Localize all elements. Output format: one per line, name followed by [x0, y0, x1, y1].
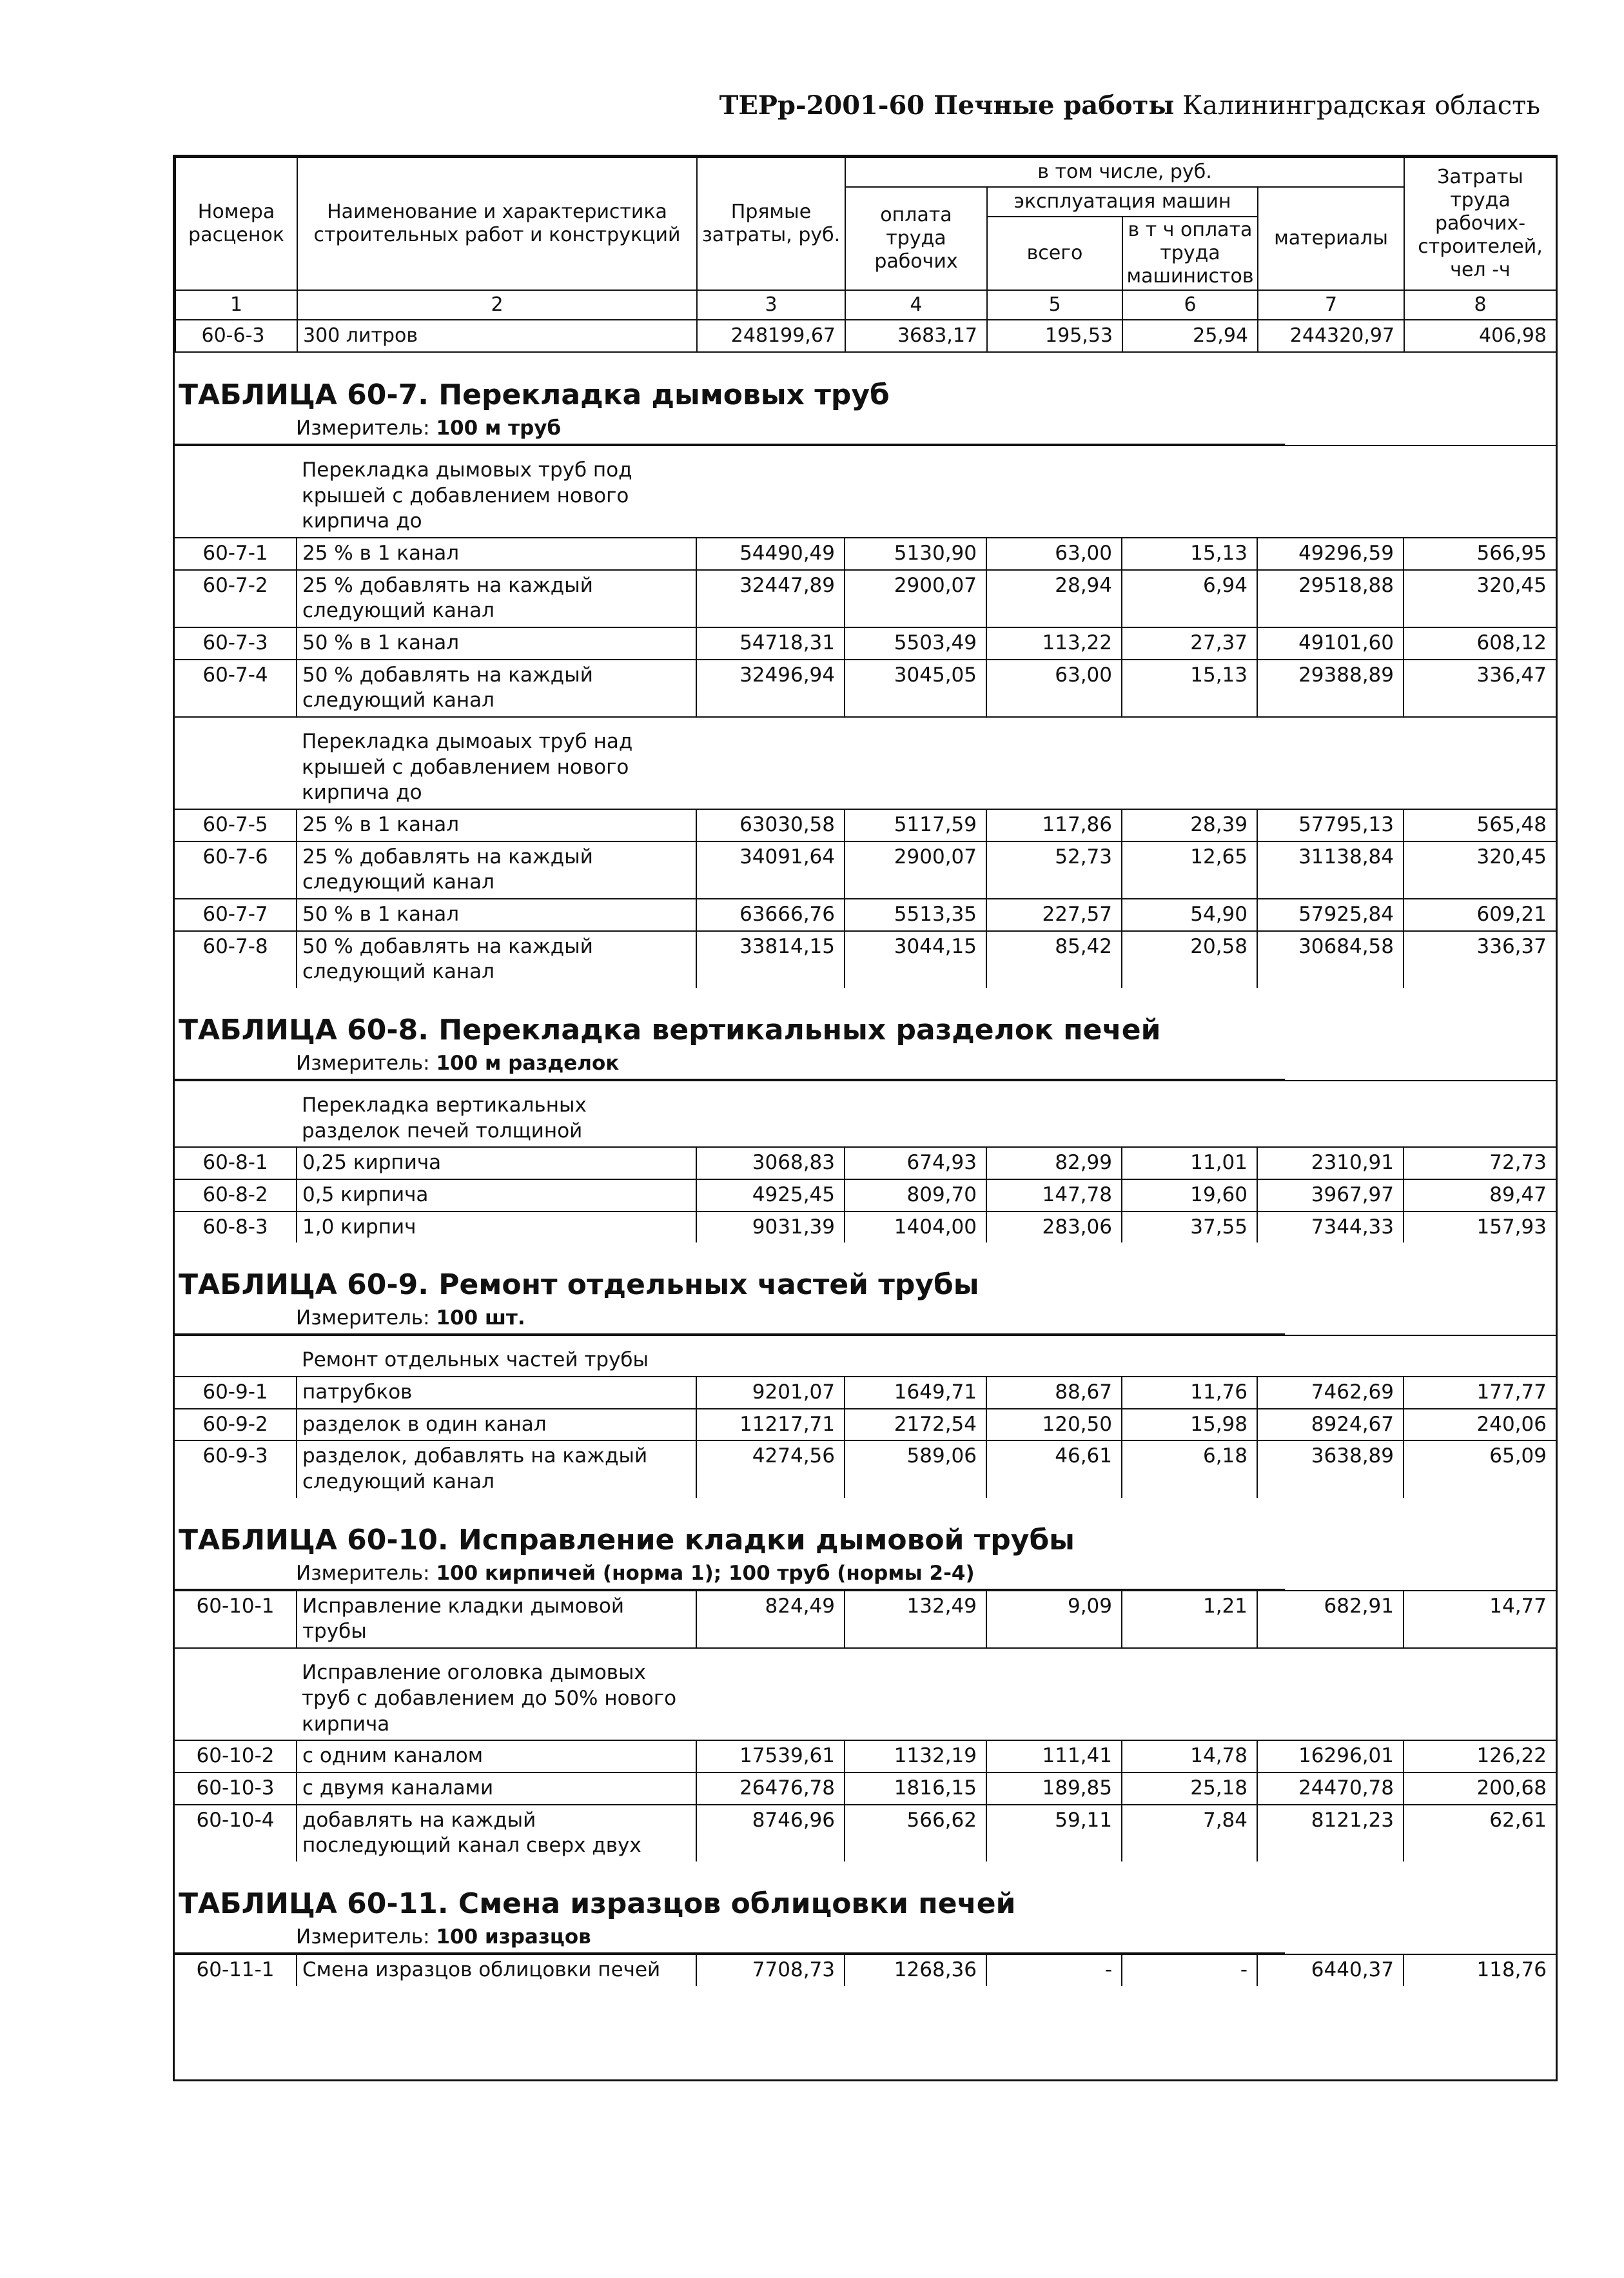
operators-pay: - [1122, 1954, 1257, 1986]
table-row [175, 1591, 1556, 1648]
table-row [175, 841, 1556, 899]
labor-pay: 132,49 [845, 1591, 986, 1648]
work-name: Смена изразцов облицовки печей [297, 1954, 696, 1986]
measurement-unit [175, 1562, 1285, 1590]
rate-code: 60-9-2 [175, 1409, 297, 1441]
operators-pay: 1,21 [1122, 1591, 1257, 1648]
table-title: ТАБЛИЦА 60-10. Исправление кладки дымовой трубы [179, 1523, 1075, 1556]
labor-pay: 5513,35 [845, 899, 986, 931]
machines-total: 88,67 [986, 1377, 1122, 1409]
column-number: 7 [1258, 290, 1404, 320]
machines-total: 117,86 [986, 809, 1122, 841]
rate-table [175, 445, 1556, 988]
labor-pay: 5503,49 [845, 627, 986, 660]
table-row [175, 1147, 1556, 1179]
rate-code: 60-7-3 [175, 627, 297, 660]
labor-hours: 157,93 [1404, 1212, 1556, 1243]
table-title: ТАБЛИЦА 60-9. Ремонт отдельных частей трубы [179, 1268, 979, 1302]
group-code-cell [175, 1081, 297, 1147]
unit-label: Измеритель: [296, 417, 430, 440]
labor-hours: 72,73 [1404, 1147, 1556, 1179]
labor-hours: 336,37 [1404, 931, 1556, 988]
materials: 24470,78 [1257, 1772, 1404, 1805]
direct-costs: 54718,31 [696, 627, 845, 660]
labor-hours: 609,21 [1404, 899, 1556, 931]
direct-costs: 33814,15 [696, 931, 845, 988]
rate-code: 60-7-2 [175, 570, 297, 627]
table-row [175, 1440, 1556, 1497]
work-name: 50 % в 1 канал [297, 627, 696, 660]
rate-code: 60-7-6 [175, 841, 297, 899]
machines-total: - [986, 1954, 1122, 1986]
rate-code: 60-10-4 [175, 1805, 297, 1861]
materials: 6440,37 [1257, 1954, 1404, 1986]
materials: 16296,01 [1257, 1740, 1404, 1772]
materials: 29518,88 [1257, 570, 1404, 627]
materials: 2310,91 [1257, 1147, 1404, 1179]
labor-pay: 5117,59 [845, 809, 986, 841]
work-name: 0,5 кирпича [297, 1179, 696, 1212]
materials: 244320,97 [1258, 320, 1404, 352]
work-name: 300 литров [297, 320, 697, 352]
table-row [175, 570, 1556, 627]
machines-total: 52,73 [986, 841, 1122, 899]
group-empty-cells [696, 1335, 1556, 1377]
work-name: 25 % в 1 канал [297, 538, 696, 570]
rate-table-section [175, 1861, 1556, 1986]
direct-costs: 824,49 [696, 1591, 845, 1648]
operators-pay: 25,18 [1122, 1772, 1257, 1805]
labor-pay: 2900,07 [845, 841, 986, 899]
group-heading-row [175, 717, 1556, 809]
direct-costs: 26476,78 [696, 1772, 845, 1805]
machines-total: 111,41 [986, 1740, 1122, 1772]
labor-pay: 566,62 [845, 1805, 986, 1861]
column-number: 3 [697, 290, 845, 320]
header-direct-costs: Прямые затраты, руб. [697, 157, 845, 290]
group-heading: Ремонт отдельных частей трубы [297, 1335, 696, 1377]
table-title: ТАБЛИЦА 60-7. Перекладка дымовых труб [179, 378, 890, 411]
direct-costs: 8746,96 [696, 1805, 845, 1861]
labor-hours: 566,95 [1404, 538, 1556, 570]
group-code-cell [175, 446, 297, 538]
rate-code: 60-7-4 [175, 660, 297, 717]
rate-code: 60-10-3 [175, 1772, 297, 1805]
labor-pay: 1132,19 [845, 1740, 986, 1772]
rate-code: 60-7-7 [175, 899, 297, 931]
labor-hours: 200,68 [1404, 1772, 1556, 1805]
direct-costs: 63030,58 [696, 809, 845, 841]
table-row [175, 538, 1556, 570]
machines-total: 120,50 [986, 1409, 1122, 1441]
direct-costs: 63666,76 [696, 899, 845, 931]
labor-pay: 1268,36 [845, 1954, 986, 1986]
labor-pay: 3683,17 [845, 320, 987, 352]
direct-costs: 32496,94 [696, 660, 845, 717]
table-row [175, 809, 1556, 841]
machines-total: 113,22 [986, 627, 1122, 660]
group-heading: Перекладка дымоаых труб над крышей с добавлением нового кирпича до [297, 717, 696, 809]
header-materials: материалы [1258, 187, 1404, 290]
column-number: 8 [1404, 290, 1556, 320]
rate-code: 60-10-2 [175, 1740, 297, 1772]
measurement-unit [175, 1925, 1285, 1954]
rate-table [175, 1954, 1556, 1986]
rate-code: 60-11-1 [175, 1954, 297, 1986]
rate-code: 60-7-1 [175, 538, 297, 570]
materials: 8924,67 [1257, 1409, 1404, 1441]
work-name: 25 % в 1 канал [297, 809, 696, 841]
table-row [175, 1954, 1556, 1986]
labor-hours: 177,77 [1404, 1377, 1556, 1409]
work-name: 50 % в 1 канал [297, 899, 696, 931]
operators-pay: 6,18 [1122, 1440, 1257, 1497]
rate-code: 60-7-5 [175, 809, 297, 841]
group-heading-row [175, 1081, 1556, 1147]
direct-costs: 54490,49 [696, 538, 845, 570]
column-number-row [175, 290, 1556, 320]
header-operators-pay: в т ч оплата труда машинистов [1122, 217, 1258, 290]
rate-tables [175, 353, 1556, 1986]
machines-total: 63,00 [986, 660, 1122, 717]
operators-pay: 11,01 [1122, 1147, 1257, 1179]
unit-value: 100 м разделок [436, 1052, 620, 1075]
header-including: в том числе, руб. [845, 157, 1404, 187]
labor-hours: 62,61 [1404, 1805, 1556, 1861]
direct-costs: 17539,61 [696, 1740, 845, 1772]
work-name: 1,0 кирпич [297, 1212, 696, 1243]
table-row [175, 1740, 1556, 1772]
rate-table-section [175, 1242, 1556, 1497]
rate-table [175, 1335, 1556, 1497]
operators-pay: 28,39 [1122, 809, 1257, 841]
group-empty-cells [696, 717, 1556, 809]
work-name: добавлять на каждый последующий канал сверх двух [297, 1805, 696, 1861]
operators-pay: 11,76 [1122, 1377, 1257, 1409]
labor-hours: 126,22 [1404, 1740, 1556, 1772]
machines-total: 28,94 [986, 570, 1122, 627]
table-row [175, 1377, 1556, 1409]
group-heading: Перекладка вертикальных разделок печей толщиной [297, 1081, 696, 1147]
group-empty-cells [696, 1081, 1556, 1147]
document-title [719, 90, 1540, 121]
column-number: 2 [297, 290, 697, 320]
header-labor-pay: оплата труда рабочих [845, 187, 987, 290]
labor-hours: 406,98 [1404, 320, 1556, 352]
machines-total: 195,53 [987, 320, 1122, 352]
table-row [175, 1409, 1556, 1441]
group-heading-row [175, 1648, 1556, 1740]
rate-table-section [175, 988, 1556, 1242]
header-code: Номера расценок [175, 157, 297, 290]
labor-pay: 3045,05 [845, 660, 986, 717]
header-labor-hours: Затраты труда рабочих-строителей, чел -ч [1404, 157, 1556, 290]
machines-total: 189,85 [986, 1772, 1122, 1805]
labor-pay: 2172,54 [845, 1409, 986, 1441]
materials: 3638,89 [1257, 1440, 1404, 1497]
rate-code: 60-9-3 [175, 1440, 297, 1497]
rate-code: 60-7-8 [175, 931, 297, 988]
header-machines-total: всего [987, 217, 1122, 290]
header-machines: эксплуатация машин [987, 187, 1258, 217]
group-code-cell [175, 1648, 297, 1740]
materials: 8121,23 [1257, 1805, 1404, 1861]
machines-total: 9,09 [986, 1591, 1122, 1648]
unit-value: 100 м труб [436, 417, 562, 440]
measurement-unit [175, 417, 1285, 445]
measurement-unit [175, 1306, 1285, 1335]
labor-pay: 1649,71 [845, 1377, 986, 1409]
document-title-region: Калининградская область [1182, 91, 1540, 121]
operators-pay: 12,65 [1122, 841, 1257, 899]
labor-pay: 674,93 [845, 1147, 986, 1179]
unit-value: 100 кирпичей (норма 1); 100 труб (нормы 2-4) [436, 1561, 975, 1585]
labor-hours: 320,45 [1404, 570, 1556, 627]
operators-pay: 20,58 [1122, 931, 1257, 988]
group-heading-row [175, 1335, 1556, 1377]
materials: 49296,59 [1257, 538, 1404, 570]
materials: 31138,84 [1257, 841, 1404, 899]
direct-costs: 4925,45 [696, 1179, 845, 1212]
unit-value: 100 шт. [436, 1306, 525, 1330]
direct-costs: 9031,39 [696, 1212, 845, 1243]
rate-code: 60-8-3 [175, 1212, 297, 1243]
group-code-cell [175, 717, 297, 809]
price-sheet [173, 155, 1558, 2081]
work-name: патрубков [297, 1377, 696, 1409]
labor-hours: 118,76 [1404, 1954, 1556, 1986]
materials: 57795,13 [1257, 809, 1404, 841]
machines-total: 59,11 [986, 1805, 1122, 1861]
operators-pay: 7,84 [1122, 1805, 1257, 1861]
rate-table-section [175, 1498, 1556, 1861]
document-title-code: ТЕРр-2001-60 Печные работы [719, 90, 1175, 121]
machines-total: 283,06 [986, 1212, 1122, 1243]
rate-code: 60-9-1 [175, 1377, 297, 1409]
direct-costs: 3068,83 [696, 1147, 845, 1179]
rate-code: 60-8-1 [175, 1147, 297, 1179]
group-heading-row [175, 446, 1556, 538]
labor-hours: 240,06 [1404, 1409, 1556, 1441]
direct-costs: 248199,67 [697, 320, 845, 352]
work-name: 25 % добавлять на каждый следующий канал [297, 841, 696, 899]
work-name: 50 % добавлять на каждый следующий канал [297, 660, 696, 717]
unit-label: Измеритель: [296, 1925, 430, 1949]
machines-total: 46,61 [986, 1440, 1122, 1497]
work-name: с одним каналом [297, 1740, 696, 1772]
labor-pay: 1816,15 [845, 1772, 986, 1805]
column-number: 5 [987, 290, 1122, 320]
table-title: ТАБЛИЦА 60-8. Перекладка вертикальных разделок печей [179, 1014, 1161, 1047]
work-name: разделок в один канал [297, 1409, 696, 1441]
operators-pay: 14,78 [1122, 1740, 1257, 1772]
work-name: 50 % добавлять на каждый следующий канал [297, 931, 696, 988]
rate-code: 60-10-1 [175, 1591, 297, 1648]
labor-pay: 1404,00 [845, 1212, 986, 1243]
measurement-unit [175, 1052, 1285, 1080]
group-empty-cells [696, 1648, 1556, 1740]
rate-code: 60-8-2 [175, 1179, 297, 1212]
direct-costs: 32447,89 [696, 570, 845, 627]
table-row [175, 931, 1556, 988]
work-name: 25 % добавлять на каждый следующий канал [297, 570, 696, 627]
materials: 29388,89 [1257, 660, 1404, 717]
labor-hours: 336,47 [1404, 660, 1556, 717]
table-title: ТАБЛИЦА 60-11. Смена изразцов облицовки печей [179, 1887, 1016, 1920]
column-number: 4 [845, 290, 987, 320]
rate-code: 60-6-3 [175, 320, 297, 352]
group-heading: Исправление оголовка дымовых труб с добавлением до 50% нового кирпича [297, 1648, 696, 1740]
group-empty-cells [696, 446, 1556, 538]
direct-costs: 7708,73 [696, 1954, 845, 1986]
materials: 30684,58 [1257, 931, 1404, 988]
operators-pay: 37,55 [1122, 1212, 1257, 1243]
work-name: разделок, добавлять на каждый следующий канал [297, 1440, 696, 1497]
labor-hours: 65,09 [1404, 1440, 1556, 1497]
labor-hours: 565,48 [1404, 809, 1556, 841]
materials: 49101,60 [1257, 627, 1404, 660]
labor-pay: 2900,07 [845, 570, 986, 627]
labor-hours: 14,77 [1404, 1591, 1556, 1648]
table-row [175, 320, 1556, 352]
machines-total: 63,00 [986, 538, 1122, 570]
operators-pay: 27,37 [1122, 627, 1257, 660]
rate-table-section [175, 353, 1556, 988]
column-header-table [175, 157, 1557, 353]
materials: 682,91 [1257, 1591, 1404, 1648]
work-name: с двумя каналами [297, 1772, 696, 1805]
table-row [175, 627, 1556, 660]
labor-pay: 5130,90 [845, 538, 986, 570]
direct-costs: 34091,64 [696, 841, 845, 899]
labor-hours: 89,47 [1404, 1179, 1556, 1212]
operators-pay: 15,13 [1122, 538, 1257, 570]
labor-pay: 809,70 [845, 1179, 986, 1212]
materials: 3967,97 [1257, 1179, 1404, 1212]
group-heading: Перекладка дымовых труб под крышей с добавлением нового кирпича до [297, 446, 696, 538]
unit-label: Измеритель: [296, 1052, 430, 1075]
table-row [175, 1772, 1556, 1805]
operators-pay: 15,13 [1122, 660, 1257, 717]
labor-hours: 608,12 [1404, 627, 1556, 660]
materials: 57925,84 [1257, 899, 1404, 931]
header-name: Наименование и характеристика строительных работ и конструкций [297, 157, 697, 290]
unit-label: Измеритель: [296, 1561, 430, 1585]
table-row [175, 1212, 1556, 1243]
rate-table [175, 1590, 1556, 1861]
operators-pay: 6,94 [1122, 570, 1257, 627]
labor-hours: 320,45 [1404, 841, 1556, 899]
table-row [175, 660, 1556, 717]
column-number: 6 [1122, 290, 1258, 320]
materials: 7462,69 [1257, 1377, 1404, 1409]
unit-label: Измеритель: [296, 1306, 430, 1330]
work-name: Исправление кладки дымовой трубы [297, 1591, 696, 1648]
machines-total: 227,57 [986, 899, 1122, 931]
direct-costs: 4274,56 [696, 1440, 845, 1497]
machines-total: 147,78 [986, 1179, 1122, 1212]
table-row [175, 1179, 1556, 1212]
group-code-cell [175, 1335, 297, 1377]
operators-pay: 25,94 [1122, 320, 1258, 352]
unit-value: 100 изразцов [436, 1925, 591, 1949]
direct-costs: 11217,71 [696, 1409, 845, 1441]
table-row [175, 899, 1556, 931]
operators-pay: 54,90 [1122, 899, 1257, 931]
machines-total: 85,42 [986, 931, 1122, 988]
work-name: 0,25 кирпича [297, 1147, 696, 1179]
table-row [175, 1805, 1556, 1861]
labor-pay: 589,06 [845, 1440, 986, 1497]
labor-pay: 3044,15 [845, 931, 986, 988]
direct-costs: 9201,07 [696, 1377, 845, 1409]
operators-pay: 19,60 [1122, 1179, 1257, 1212]
column-number: 1 [175, 290, 297, 320]
operators-pay: 15,98 [1122, 1409, 1257, 1441]
machines-total: 82,99 [986, 1147, 1122, 1179]
rate-table [175, 1080, 1556, 1242]
materials: 7344,33 [1257, 1212, 1404, 1243]
